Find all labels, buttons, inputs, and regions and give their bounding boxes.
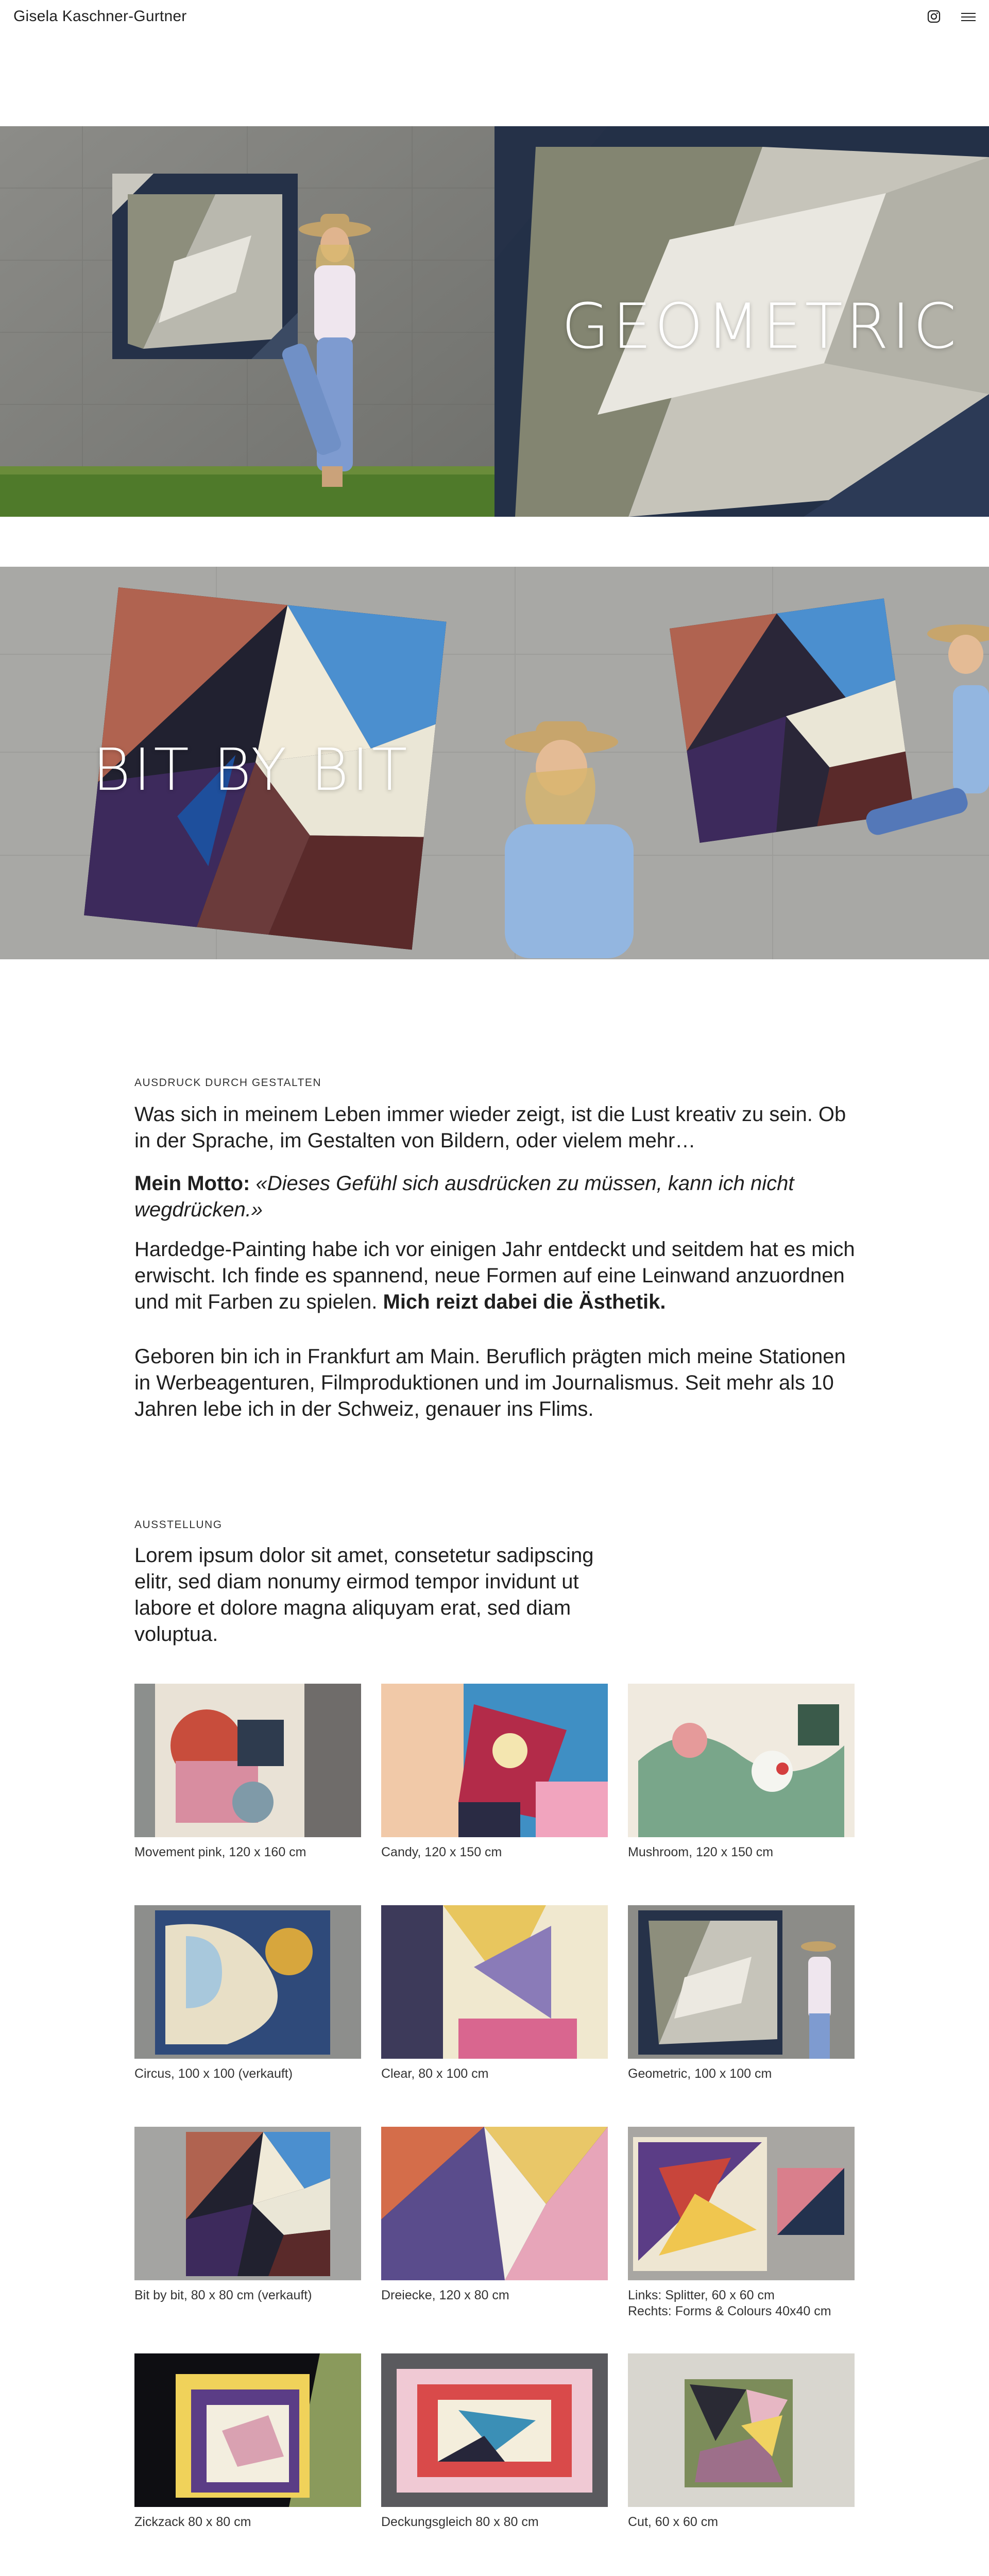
about-p2-text: Hardedge-Painting habe ich vor einigen Jahr entdeckt und seitdem hat es mich erwischt. Ich finde es spannend, neue Formen auf eine Leinwand anzuordnen und mit Farben zu spielen.: [134, 1238, 855, 1313]
about-label: AUSDRUCK DURCH GESTALTEN: [134, 1077, 322, 1089]
exhibition-text: Lorem ipsum dolor sit amet, consetetur sadipscing elitr, sed diam nonumy eirmod tempor invidunt ut labore et dolore magna aliquyam erat, sed diam voluptua.: [134, 1544, 594, 1646]
gallery-caption: Geometric, 100 x 100 cm: [628, 2066, 772, 2081]
gallery-item[interactable]: [381, 2127, 608, 2303]
gallery-caption: Bit by bit, 80 x 80 cm (verkauft): [134, 2288, 312, 2302]
gallery-item[interactable]: [381, 1684, 608, 1860]
gallery-caption: Cut, 60 x 60 cm: [628, 2515, 719, 2529]
hero-geometric[interactable]: [0, 126, 989, 517]
gallery-caption: Movement pink, 120 x 160 cm: [134, 1845, 306, 1859]
gallery-item[interactable]: [134, 2353, 361, 2530]
about-p2-bold: Mich reizt dabei die Ästhetik.: [383, 1291, 666, 1313]
gallery-item[interactable]: [381, 2353, 608, 2530]
gallery-image[interactable]: [628, 1684, 855, 1837]
gallery-item[interactable]: [134, 1684, 361, 1860]
motto-label: Mein Motto:: [134, 1172, 250, 1195]
gallery-image[interactable]: [381, 2353, 608, 2507]
gallery-caption: Dreiecke, 120 x 80 cm: [381, 2288, 509, 2302]
header-icons: [927, 10, 976, 23]
gallery-item[interactable]: [134, 2127, 361, 2303]
about-intro: Was sich in meinem Leben immer wieder zeigt, ist die Lust kreativ zu sein. Ob in der Sprache, im Gestalten von Bildern, oder vielem mehr…: [134, 1103, 846, 1152]
gallery-caption: Circus, 100 x 100 (verkauft): [134, 2066, 293, 2081]
hero-bitbybit-title: BIT BY BIT: [93, 737, 411, 804]
menu-icon[interactable]: [961, 11, 976, 22]
gallery-image[interactable]: [381, 1684, 608, 1837]
gallery-item[interactable]: [628, 2353, 855, 2530]
site-title[interactable]: Gisela Kaschner-Gurtner: [13, 8, 187, 25]
gallery-image[interactable]: [628, 1905, 855, 2059]
gallery-image[interactable]: [134, 2127, 361, 2280]
gallery-image[interactable]: [381, 2127, 608, 2280]
header: [0, 0, 989, 33]
hero-geometric-title: GEOMETRIC: [561, 291, 960, 363]
gallery-image[interactable]: [381, 1905, 608, 2059]
gallery-item[interactable]: [134, 1905, 361, 2082]
motto-quote: «Dieses Gefühl sich ausdrücken zu müssen, kann ich nicht wegdrücken.»: [134, 1172, 794, 1221]
gallery-image[interactable]: [134, 2353, 361, 2507]
about-motto: [134, 1171, 856, 1223]
gallery-image[interactable]: [134, 1905, 361, 2059]
gallery-caption: Deckungsgleich 80 x 80 cm: [381, 2515, 539, 2529]
gallery-caption: Clear, 80 x 100 cm: [381, 2066, 489, 2081]
about-paragraph-3: Geboren bin ich in Frankfurt am Main. Beruflich prägten mich meine Stationen in Werbeagenturen, Filmproduktionen und im Journalismus. Seit mehr als 10 Jahren lebe ich in der Schweiz, genauer ins Flims.: [134, 1345, 846, 1420]
gallery-item[interactable]: [628, 1684, 855, 1860]
gallery-image[interactable]: [628, 2353, 855, 2507]
gallery-item[interactable]: [628, 1905, 855, 2082]
exhibition-label: AUSSTELLUNG: [134, 1519, 223, 1531]
gallery-caption: Links: Splitter, 60 x 60 cm Rechts: Forms & Colours 40x40 cm: [628, 2288, 831, 2318]
gallery-caption: Zickzack 80 x 80 cm: [134, 2515, 251, 2529]
gallery-item[interactable]: [628, 2127, 855, 2319]
about-paragraph-2: [134, 1236, 856, 1315]
hero-bitbybit[interactable]: [0, 567, 989, 959]
gallery-image[interactable]: [134, 1684, 361, 1837]
gallery-caption: Mushroom, 120 x 150 cm: [628, 1845, 774, 1859]
gallery-caption: Candy, 120 x 150 cm: [381, 1845, 502, 1859]
instagram-icon[interactable]: [927, 10, 941, 23]
gallery-item[interactable]: [381, 1905, 608, 2082]
gallery-image[interactable]: [628, 2127, 855, 2280]
